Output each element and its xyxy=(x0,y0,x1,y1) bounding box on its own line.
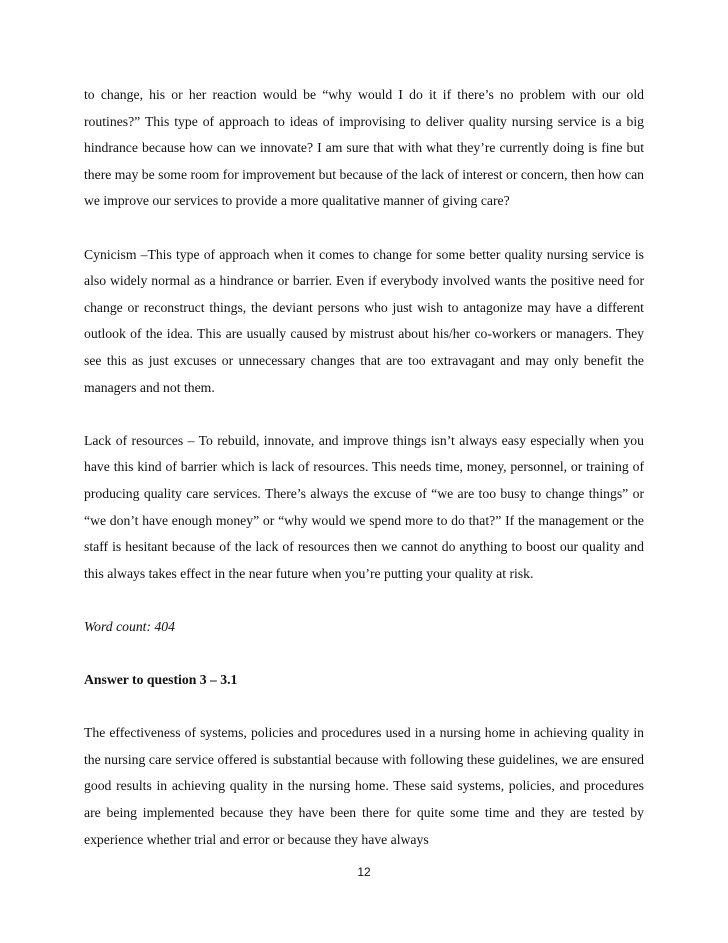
paragraph-resistance-to-change: to change, his or her reaction would be “why would I do it if there’s no problem with our old routines?” This type of approach to ideas of improvising to deliver quality nursing service is a big hindrance because how can we innovate? I am sure that with what they’re currently doing is fine but there may be some room for improvement but because of the lack of interest or concern, then how can we improve our services to provide a more qualitative manner of giving care? xyxy=(84,87,644,209)
word-count: Word count: 404 xyxy=(84,618,175,634)
page-content xyxy=(84,82,644,853)
section-heading: Answer to question 3 – 3.1 xyxy=(84,672,238,688)
page-number: 12 xyxy=(357,865,371,879)
paragraph-spacer xyxy=(84,694,644,721)
paragraph-spacer xyxy=(84,640,644,667)
paragraph-spacer xyxy=(84,215,644,242)
paragraph-lack-of-resources: Lack of resources – To rebuild, innovate, and improve things isn’t always easy especially when you have this kind of barrier which is lack of resources. This needs time, money, personnel, or training of producing quality care services. There’s always the excuse of “we are too busy to change things” or “we don’t have enough money” or “why would we spend more to do that?” If the management or the staff is hesitant because of the lack of resources then we cannot do anything to boost our quality and this always takes effect in the near future when you’re putting your quality at risk. xyxy=(84,432,644,581)
paragraph-spacer xyxy=(84,401,644,428)
paragraph-cynicism: Cynicism –This type of approach when it comes to change for some better quality nursing service is also widely normal as a hindrance or barrier. Even if everybody involved wants the positive need for change or reconstruct things, the deviant persons who just wish to antagonize may have a different outlook of the idea. This are usually caused by mistrust about his/her co-workers or managers. They see this as just excuses or unnecessary changes that are too extravagant and may only benefit the managers and not them. xyxy=(84,246,644,395)
paragraph-spacer xyxy=(84,587,644,614)
paragraph-answer: The effectiveness of systems, policies and procedures used in a nursing home in achieving quality in the nursing care service offered is substantial because with following these guidelines, we are ensured good results in achieving quality in the nursing home. These said systems, policies, and procedures are being implemented because they have been there for quite some time and they are tested by experience whether trial and error or because they have always xyxy=(84,725,644,847)
